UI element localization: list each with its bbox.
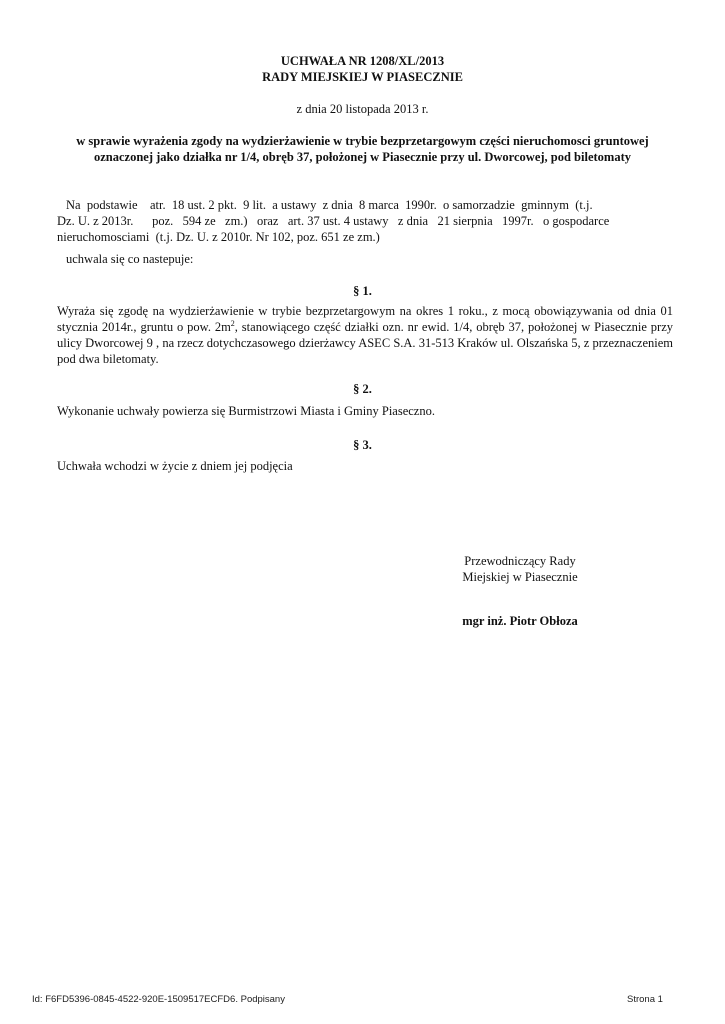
section-3-text: Uchwała wchodzi w życie z dniem jej podjęcia bbox=[57, 459, 293, 473]
document-id: Id: F6FD5396-0845-4522-920E-1509517ECFD6. Podpisany bbox=[32, 994, 285, 1005]
preamble-line-2: Dz. U. z 2013r. poz. 594 ze zm.) oraz art. 37 ust. 4 ustawy z dnia 21 sierpnia 1997r. o gospodarce bbox=[57, 214, 610, 228]
signature-role-line-1: Przewodniczący Rady bbox=[464, 554, 576, 568]
council-name: RADY MIEJSKIEJ W PIASECZNIE bbox=[262, 70, 463, 84]
resolves-line: uchwala się co nastepuje: bbox=[66, 252, 194, 266]
section-3-heading: § 3. bbox=[353, 438, 372, 452]
page-number: Strona 1 bbox=[627, 994, 663, 1005]
subject-line-2: oznaczonej jako działka nr 1/4, obręb 37, położonej w Piasecznie przy ul. Dworcowej, pod biletomaty bbox=[94, 150, 631, 164]
section-1-heading: § 1. bbox=[353, 284, 372, 298]
resolution-date: z dnia 20 listopada 2013 r. bbox=[296, 102, 429, 116]
section-2-text: Wykonanie uchwały powierza się Burmistrzowi Miasta i Gminy Piaseczno. bbox=[57, 404, 435, 418]
section-2-heading: § 2. bbox=[353, 382, 372, 396]
signature-role-line-2: Miejskiej w Piasecznie bbox=[462, 570, 578, 584]
subject-line-1: w sprawie wyrażenia zgody na wydzierżawienie w trybie bezprzetargowym części nieruchomosci gruntowej bbox=[76, 134, 649, 148]
resolution-number: UCHWAŁA NR 1208/XL/2013 bbox=[280, 54, 445, 68]
section-1-text: Wyraża się zgodę na wydzierżawienie w trybie bezprzetargowym na okres 1 roku., z mocą obowiązywania od dnia 01 stycznia 2014r., gruntu o pow. $2m^2$, stanowiącego część działki ozn. nr ewid. 1/4, obręb 37, położonej w Piasecznie przy ulicy Dworcowej 9 , na rzecz dotychczasowego dzierżawcy ASEC S.A. 31-513 Kraków ul. Olszańska 5, z przeznaczeniem pod dwa biletomaty. bbox=[57, 304, 673, 366]
preamble-line-3: nieruchomosciami (t.j. Dz. U. z 2010r. Nr 102, poz. 651 ze zm.) bbox=[57, 230, 380, 244]
signatory-name: mgr inż. Piotr Obłoza bbox=[462, 614, 578, 628]
preamble-line-1: Na podstawie atr. 18 ust. 2 pkt. 9 lit. a ustawy z dnia 8 marca 1990r. o samorzadzie gminnym (t.j. bbox=[66, 198, 593, 212]
